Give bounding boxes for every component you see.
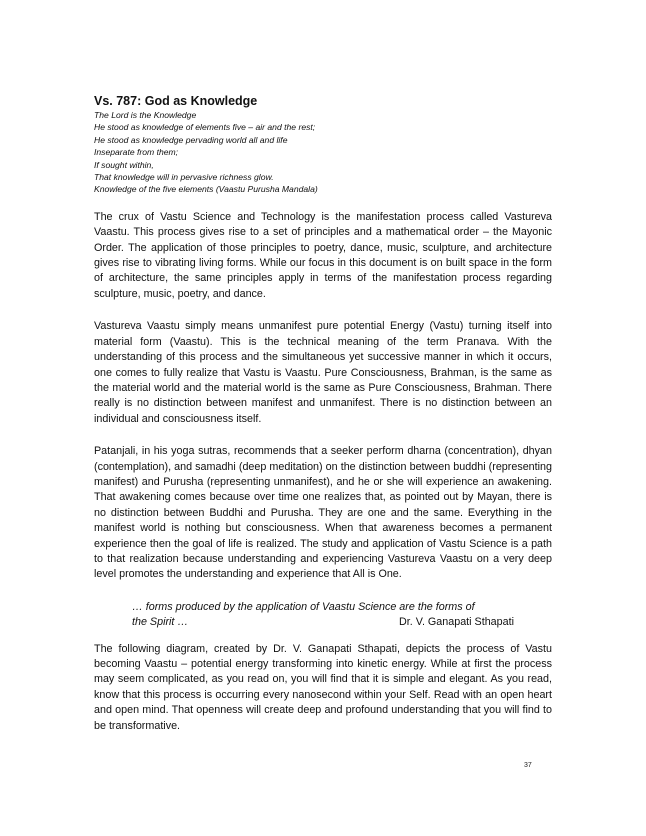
verse-line: He stood as knowledge pervading world all and life xyxy=(94,134,288,145)
verse-heading: Vs. 787: God as Knowledge xyxy=(94,94,258,108)
verse-line: Knowledge of the five elements (Vaastu Purusha Mandala) xyxy=(94,184,318,195)
body-paragraph: Vastureva Vaastu simply means unmanifest pure potential Energy (Vastu) turning itself into material form (Vaastu). This is the technical meaning of the term Pranava. With the understanding of this process and the simultaneous yet successive manner in which it occurs, one comes to fully realize that Vastu is Vaastu. Pure Consciousness, Brahman, is the same as the material world and the material world is the same as Pure Consciousness, Brahman. There really is no distinction between manifest and unmanifest. There is no distinction between an individual and consciousness itself. xyxy=(94,320,552,425)
verse-line: The Lord is the Knowledge xyxy=(94,110,197,120)
body-paragraph: The crux of Vastu Science and Technology is the manifestation process called Vastureva Vaastu. This process gives rise to a set of principles and a mathematical order – the Mayonic Order. The application of those principles to poetry, dance, music, sculpture, and architecture gives rise to vibrating living forms. While our focus in this document is on built space in the form of architecture, the same principles apply in terms of the manifestation process regarding sculpture, music, poetry, and dance. xyxy=(94,210,552,300)
closing-paragraph: The following diagram, created by Dr. V. Ganapati Sthapati, depicts the process of Vastu becoming Vaastu – potential energy transforming into kinetic energy. While at first the process may seem complicated, as you read on, you will find that it is simple and elegant. As you read, know that this process is occurring every nanosecond within your Self. Read with an open heart and open mind. That openness will create deep and profound understanding that you will find to be transformative. xyxy=(94,642,552,732)
block-quote xyxy=(132,600,514,631)
quote-attribution: Dr. V. Ganapati Sthapati xyxy=(399,616,514,629)
quote-line: … forms produced by the application of Vaastu Science are the forms of xyxy=(132,600,475,613)
verse-block xyxy=(94,109,552,196)
quote-line-row xyxy=(132,615,514,630)
page-number: 37 xyxy=(524,762,532,769)
page-content xyxy=(94,93,552,751)
verse-line: Inseparate from them; xyxy=(94,147,179,158)
verse-line: If sought within, xyxy=(94,159,154,170)
quote-line: the Spirit … xyxy=(132,616,189,629)
body-paragraph: Patanjali, in his yoga sutras, recommends that a seeker perform dharna (concentration), dhyan (contemplation), and samadhi (deep meditation) on the distinction between buddhi (representing manifest) and Purusha (representing unmanifest), and he or she will experience an awakening. That awakening comes because over time one realizes that, as pointed out by Mayan, there is no distinction between Buddhi and Purusha. They are one and the same. Everything in the manifest world is nothing but consciousness. When that awareness becomes a permanent experience then the goal of life is realized. The study and application of Vastu Science is a path to that realization because understanding and experiencing Vastureva Vaastu on a very deep level promotes the understanding and experience that All is One. xyxy=(94,445,552,581)
verse-line: That knowledge will in pervasive richness glow. xyxy=(94,172,274,183)
verse-line: He stood as knowledge of elements five – air and the rest; xyxy=(94,122,316,133)
